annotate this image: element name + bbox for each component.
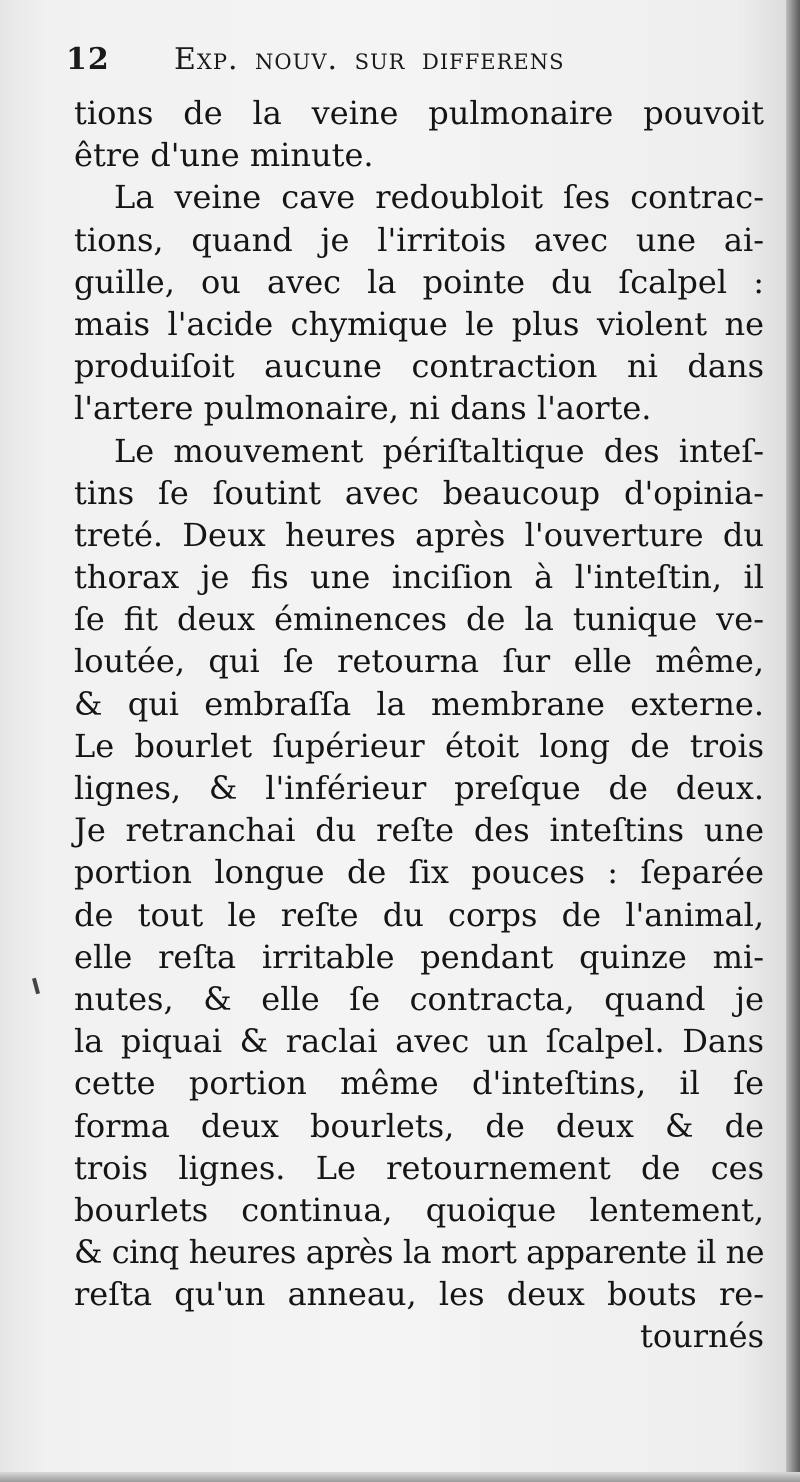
text-line: ſe fit deux éminences de la tunique ve- bbox=[74, 600, 764, 639]
text-line: tions, quand je l'irritois avec une ai- bbox=[74, 220, 764, 259]
text-line: & qui embraſſa la membrane externe. bbox=[74, 684, 764, 723]
text-line: la piquai & raclai avec un ſcalpel. Dans bbox=[74, 1022, 764, 1061]
text-line: elle reſta irritable pendant quinze mi- bbox=[74, 937, 764, 976]
text-line: tins ſe ſoutint avec beaucoup d'opinia- bbox=[74, 473, 764, 512]
text-line: cette portion même d'inteſtins, il ſe bbox=[74, 1064, 764, 1103]
text-line: trois lignes. Le retournement de ces bbox=[74, 1148, 764, 1187]
margin-mark bbox=[32, 978, 40, 994]
running-head: Exp. nouv. sur differens bbox=[174, 42, 565, 77]
text-line: reſta qu'un anneau, les deux bouts re- bbox=[74, 1275, 764, 1314]
text-line: & cinq heures après la mort apparente il ne bbox=[74, 1233, 764, 1272]
page-header bbox=[66, 42, 706, 88]
text-line: mais l'acide chymique le plus violent ne bbox=[74, 304, 764, 343]
page-gutter bbox=[786, 0, 800, 1482]
text-line: lignes, & l'inférieur preſque de deux. bbox=[74, 769, 764, 807]
paragraph-start-line: Le mouvement périſtaltique des inteſ- bbox=[114, 431, 764, 470]
text-line: loutée, qui ſe retourna ſur elle même, bbox=[74, 642, 764, 681]
page-bottom-edge bbox=[0, 1472, 800, 1482]
text-line: bourlets continua, quoique lentement, bbox=[74, 1190, 764, 1229]
text-line: être d'une minute. bbox=[74, 136, 374, 175]
text-line: nutes, & elle ſe contracta, quand je bbox=[74, 979, 764, 1018]
text-line: produiſoit aucune contraction ni dans bbox=[74, 347, 764, 386]
text-line: portion longue de ſix pouces : ſeparée bbox=[74, 853, 764, 892]
text-line: guille, ou avec la pointe du ſcalpel : bbox=[74, 262, 764, 301]
catchword: tournés bbox=[640, 1317, 764, 1356]
body-text bbox=[74, 92, 764, 1358]
text-line: l'artere pulmonaire, ni dans l'aorte. bbox=[74, 389, 652, 428]
text-line: thorax je fis une inciſion à l'inteſtin, il bbox=[74, 558, 764, 597]
page-number: 12 bbox=[66, 42, 110, 77]
text-line: forma deux bourlets, de deux & de bbox=[74, 1106, 764, 1145]
text-line: treté. Deux heures après l'ouverture du bbox=[74, 515, 764, 554]
text-line: de tout le reſte du corps de l'animal, bbox=[74, 895, 764, 934]
text-line: Le bourlet ſupérieur étoit long de trois bbox=[74, 726, 764, 765]
paragraph-start-line: La veine cave redoubloit ſes contrac- bbox=[114, 178, 764, 217]
text-line: tions de la veine pulmonaire pouvoit bbox=[74, 94, 764, 132]
text-line: Je retranchai du reſte des inteſtins une bbox=[74, 811, 764, 850]
